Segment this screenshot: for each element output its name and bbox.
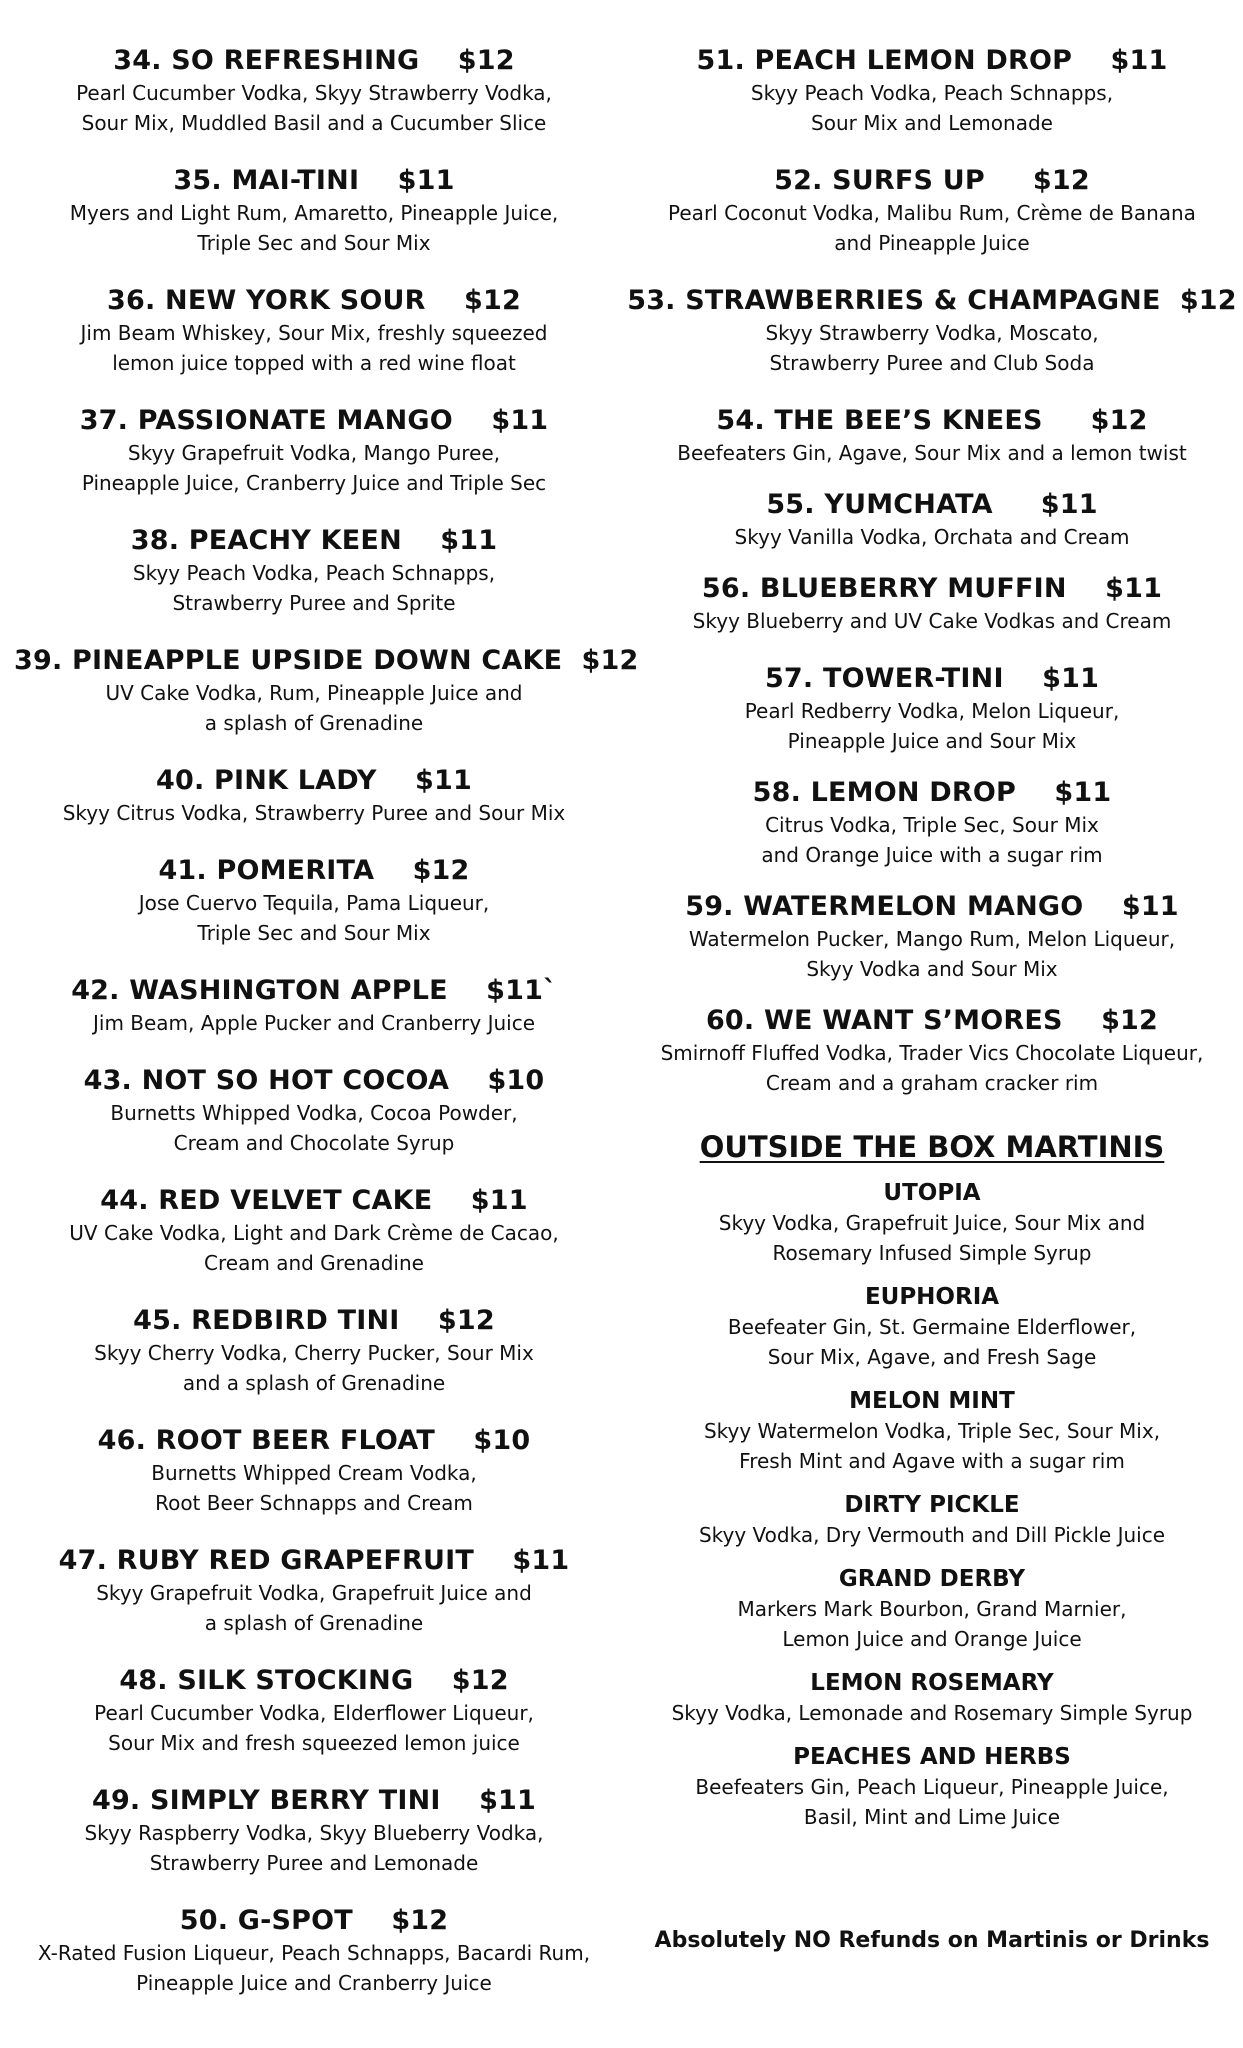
martini-item <box>626 1564 1238 1654</box>
menu-item <box>14 1544 614 1638</box>
menu-item-description-line: Smirnoff Fluffed Vodka, Trader Vics Chocolate Liqueur, <box>660 1041 1204 1065</box>
martini-item <box>626 1178 1238 1268</box>
menu-item-description-line: Burnetts Whipped Cream Vodka, <box>151 1461 477 1485</box>
martini-item-description-line: Rosemary Infused Simple Syrup <box>772 1241 1092 1265</box>
menu-item <box>14 164 614 258</box>
martini-item <box>626 1668 1238 1728</box>
menu-item-description-line: Skyy Grapefruit Vodka, Grapefruit Juice and <box>96 1581 532 1605</box>
menu-item-description <box>14 798 614 828</box>
menu-item-title: 45. REDBIRD TINI $12 <box>133 1305 495 1336</box>
menu-item-title: 35. MAI-TINI $11 <box>173 165 455 196</box>
menu-item-description-line: Skyy Grapefruit Vodka, Mango Puree, <box>127 441 501 465</box>
menu-item-title: 43. NOT SO HOT COCOA $10 <box>83 1065 545 1096</box>
menu-item-description-line: Sour Mix and Lemonade <box>811 111 1053 135</box>
menu-item-description-line: Pearl Redberry Vodka, Melon Liqueur, <box>744 699 1120 723</box>
menu-item-description <box>626 198 1238 258</box>
menu-item-description-line: Sour Mix and fresh squeezed lemon juice <box>108 1731 520 1755</box>
martini-item <box>626 1490 1238 1550</box>
menu-item-description-line: Skyy Cherry Vodka, Cherry Pucker, Sour Mix <box>94 1341 534 1365</box>
martini-item-description <box>626 1416 1238 1476</box>
menu-item <box>14 44 614 138</box>
menu-item <box>14 854 614 948</box>
menu-item <box>626 164 1238 258</box>
menu-item-description-line: Skyy Citrus Vodka, Strawberry Puree and Sour Mix <box>62 801 566 825</box>
menu-item-description <box>626 438 1238 468</box>
menu-item <box>14 1424 614 1518</box>
menu-item-title: 34. SO REFRESHING $12 <box>113 45 515 76</box>
menu-item-description-line: and Pineapple Juice <box>834 231 1030 255</box>
menu-item <box>14 524 614 618</box>
menu-item-description <box>626 924 1238 984</box>
menu-item-title: 54. THE BEE’S KNEES $12 <box>716 405 1148 436</box>
menu-item-description <box>14 1008 614 1038</box>
menu-item-description-line: Beefeaters Gin, Agave, Sour Mix and a lemon twist <box>677 441 1187 465</box>
menu-item <box>626 404 1238 468</box>
menu-item-description <box>14 78 614 138</box>
menu-item <box>14 404 614 498</box>
martini-item-description <box>626 1594 1238 1654</box>
menu-item-description-line: a splash of Grenadine <box>204 711 424 735</box>
menu-item-description-line: Triple Sec and Sour Mix <box>197 921 431 945</box>
menu-item-title: 40. PINK LADY $11 <box>155 765 473 796</box>
martini-item-title: DIRTY PICKLE <box>844 1492 1020 1518</box>
martini-item-description-line: Markers Mark Bourbon, Grand Marnier, <box>737 1597 1127 1621</box>
refund-notice: Absolutely NO Refunds on Martinis or Drinks <box>654 1928 1210 1953</box>
martini-item-description <box>626 1208 1238 1268</box>
menu-item-description-line: X-Rated Fusion Liqueur, Peach Schnapps, Bacardi Rum, <box>37 1941 591 1965</box>
menu-item-description-line: Burnetts Whipped Vodka, Cocoa Powder, <box>110 1101 518 1125</box>
menu-item-description-line: Skyy Raspberry Vodka, Skyy Blueberry Vodka, <box>84 1821 544 1845</box>
section-heading: OUTSIDE THE BOX MARTINIS <box>699 1130 1165 1164</box>
menu-item-title: 42. WASHINGTON APPLE $11` <box>71 975 557 1006</box>
menu-item-description-line: Pineapple Juice and Sour Mix <box>787 729 1077 753</box>
menu-item-title: 57. TOWER-TINI $11 <box>764 663 1100 694</box>
menu-item-description-line: Skyy Strawberry Vodka, Moscato, <box>765 321 1099 345</box>
menu-item <box>626 488 1238 552</box>
menu-item <box>626 662 1238 756</box>
menu-item-description-line: and a splash of Grenadine <box>182 1371 446 1395</box>
menu-item-description-line: Pearl Cucumber Vodka, Elderflower Liqueur, <box>94 1701 534 1725</box>
menu-item-description <box>14 1218 614 1278</box>
menu-item-description-line: Jim Beam, Apple Pucker and Cranberry Juice <box>92 1011 536 1035</box>
menu-item-description-line: Skyy Blueberry and UV Cake Vodkas and Cream <box>692 609 1172 633</box>
menu-item-description-line: Skyy Vanilla Vodka, Orchata and Cream <box>734 525 1130 549</box>
martini-item <box>626 1386 1238 1476</box>
martini-item-description-line: Skyy Vodka, Grapefruit Juice, Sour Mix and <box>718 1211 1146 1235</box>
menu-item-description <box>14 1338 614 1398</box>
menu-item-description-line: Strawberry Puree and Lemonade <box>149 1851 479 1875</box>
martini-item-description-line: Beefeaters Gin, Peach Liqueur, Pineapple Juice, <box>695 1775 1169 1799</box>
menu-item-description <box>14 888 614 948</box>
menu-item-title: 59. WATERMELON MANGO $11 <box>685 891 1179 922</box>
menu-item-description-line: UV Cake Vodka, Rum, Pineapple Juice and <box>105 681 523 705</box>
martini-item-title: PEACHES AND HERBS <box>793 1744 1071 1770</box>
martini-item-description <box>626 1698 1238 1728</box>
martini-item <box>626 1742 1238 1832</box>
menu-item-title: 47. RUBY RED GRAPEFRUIT $11 <box>58 1545 570 1576</box>
menu-item-description <box>14 558 614 618</box>
martini-item-description <box>626 1772 1238 1832</box>
menu-item-description-line: Pineapple Juice, Cranberry Juice and Triple Sec <box>81 471 547 495</box>
menu-item-description-line: UV Cake Vodka, Light and Dark Crème de Cacao, <box>69 1221 559 1245</box>
menu-item-title: 41. POMERITA $12 <box>158 855 470 886</box>
menu-item-description <box>14 198 614 258</box>
martini-item-description-line: Beefeater Gin, St. Germaine Elderflower, <box>727 1315 1137 1339</box>
menu-item-description-line: Cream and Grenadine <box>204 1251 424 1275</box>
menu-item-description-line: Jose Cuervo Tequila, Pama Liqueur, <box>138 891 490 915</box>
menu-item-title: 58. LEMON DROP $11 <box>752 777 1112 808</box>
menu-item-title: 44. RED VELVET CAKE $11 <box>100 1185 528 1216</box>
menu-item <box>14 644 639 738</box>
menu-item-title: 37. PASSIONATE MANGO $11 <box>79 405 549 436</box>
menu-item-title: 38. PEACHY KEEN $11 <box>130 525 498 556</box>
menu-item-description-line: Pineapple Juice and Cranberry Juice <box>136 1971 492 1995</box>
martini-item-description-line: Lemon Juice and Orange Juice <box>782 1627 1082 1651</box>
menu-item <box>626 776 1238 870</box>
menu-item-description-line: Triple Sec and Sour Mix <box>197 231 431 255</box>
martini-item-description <box>626 1520 1238 1550</box>
menu-item-description-line: Sour Mix, Muddled Basil and a Cucumber Slice <box>81 111 547 135</box>
menu-item-description-line: Citrus Vodka, Triple Sec, Sour Mix <box>765 813 1099 837</box>
menu-item-description <box>14 1578 614 1638</box>
menu-item-description-line: lemon juice topped with a red wine float <box>112 351 516 375</box>
menu-item-title: 49. SIMPLY BERRY TINI $11 <box>91 1785 537 1816</box>
menu-item-description-line: Pearl Coconut Vodka, Malibu Rum, Crème de Banana <box>668 201 1196 225</box>
menu-item <box>14 974 614 1038</box>
menu-item <box>14 1784 614 1878</box>
menu-item-description <box>626 318 1238 378</box>
menu-item-description-line: Skyy Peach Vodka, Peach Schnapps, <box>132 561 496 585</box>
menu-item-description <box>14 1458 614 1518</box>
menu-item-description <box>626 696 1238 756</box>
menu-item-description-line: Root Beer Schnapps and Cream <box>155 1491 473 1515</box>
menu-item-description <box>14 1698 614 1758</box>
menu-item-title: 56. BLUEBERRY MUFFIN $11 <box>701 573 1163 604</box>
martini-item-title: EUPHORIA <box>864 1284 1000 1310</box>
menu-item-title: 48. SILK STOCKING $12 <box>119 1665 509 1696</box>
menu-item-description <box>14 1818 614 1878</box>
menu-item-description-line: Skyy Vodka and Sour Mix <box>806 957 1058 981</box>
menu-item-title: 46. ROOT BEER FLOAT $10 <box>97 1425 531 1456</box>
menu-item-title: 50. G-SPOT $12 <box>179 1905 449 1936</box>
menu-item-description <box>626 522 1238 552</box>
menu-item-description-line: Strawberry Puree and Sprite <box>172 591 456 615</box>
menu-item-description <box>626 1038 1238 1098</box>
martini-item-title: LEMON ROSEMARY <box>810 1670 1054 1696</box>
martini-item-description-line: Skyy Watermelon Vodka, Triple Sec, Sour Mix, <box>703 1419 1161 1443</box>
menu-item <box>14 1064 614 1158</box>
menu-item-description-line: Pearl Cucumber Vodka, Skyy Strawberry Vodka, <box>76 81 552 105</box>
menu-item-title: 51. PEACH LEMON DROP $11 <box>696 45 1168 76</box>
menu-item-description-line: Skyy Peach Vodka, Peach Schnapps, <box>750 81 1114 105</box>
menu-item <box>626 572 1238 636</box>
menu-item <box>626 284 1238 378</box>
menu-item-description <box>626 810 1238 870</box>
menu-item-title: 55. YUMCHATA $11 <box>766 489 1098 520</box>
menu-item-description <box>14 438 614 498</box>
menu-item-description <box>14 318 614 378</box>
menu-item-description-line: Strawberry Puree and Club Soda <box>769 351 1095 375</box>
menu-item-description <box>626 78 1238 138</box>
menu-item-description-line: Watermelon Pucker, Mango Rum, Melon Liqueur, <box>688 927 1176 951</box>
menu-item <box>14 284 614 378</box>
martini-item-description-line: Basil, Mint and Lime Juice <box>803 1805 1061 1829</box>
menu-item-title: 53. STRAWBERRIES & CHAMPAGNE $12 <box>627 285 1237 316</box>
menu-item-title: 36. NEW YORK SOUR $12 <box>107 285 521 316</box>
menu-item-description-line: Cream and a graham cracker rim <box>765 1071 1099 1095</box>
martini-item-description-line: Fresh Mint and Agave with a sugar rim <box>739 1449 1125 1473</box>
menu-item <box>14 764 614 828</box>
menu-item-description-line: Cream and Chocolate Syrup <box>173 1131 455 1155</box>
menu-item-title: 52. SURFS UP $12 <box>774 165 1090 196</box>
menu-item-description <box>14 1098 614 1158</box>
menu-item <box>14 1904 614 1998</box>
martini-item <box>626 1282 1238 1372</box>
martini-item-description-line: Skyy Vodka, Lemonade and Rosemary Simple Syrup <box>671 1701 1193 1725</box>
menu-item-description-line: and Orange Juice with a sugar rim <box>761 843 1103 867</box>
martini-item-description-line: Skyy Vodka, Dry Vermouth and Dill Pickle Juice <box>698 1523 1166 1547</box>
menu-item <box>626 1004 1238 1098</box>
martini-item-title: GRAND DERBY <box>838 1566 1026 1592</box>
menu-item-description-line: Myers and Light Rum, Amaretto, Pineapple Juice, <box>69 201 559 225</box>
menu-item <box>14 1304 614 1398</box>
martini-item-title: UTOPIA <box>883 1180 981 1206</box>
menu-item-description <box>14 678 614 738</box>
menu-item-description <box>14 1938 614 1998</box>
menu-item-description-line: Jim Beam Whiskey, Sour Mix, freshly squeezed <box>80 321 548 345</box>
martini-item-description-line: Sour Mix, Agave, and Fresh Sage <box>767 1345 1097 1369</box>
menu-item <box>626 890 1238 984</box>
menu-item <box>14 1664 614 1758</box>
martini-item-description <box>626 1312 1238 1372</box>
menu-item-description-line: a splash of Grenadine <box>204 1611 424 1635</box>
martini-item-title: MELON MINT <box>849 1388 1015 1414</box>
menu-item-description <box>626 606 1238 636</box>
menu-item-title: 60. WE WANT S’MORES $12 <box>705 1005 1159 1036</box>
menu-item <box>14 1184 614 1278</box>
menu-item <box>626 44 1238 138</box>
menu-item-title: 39. PINEAPPLE UPSIDE DOWN CAKE $12 <box>14 645 639 676</box>
